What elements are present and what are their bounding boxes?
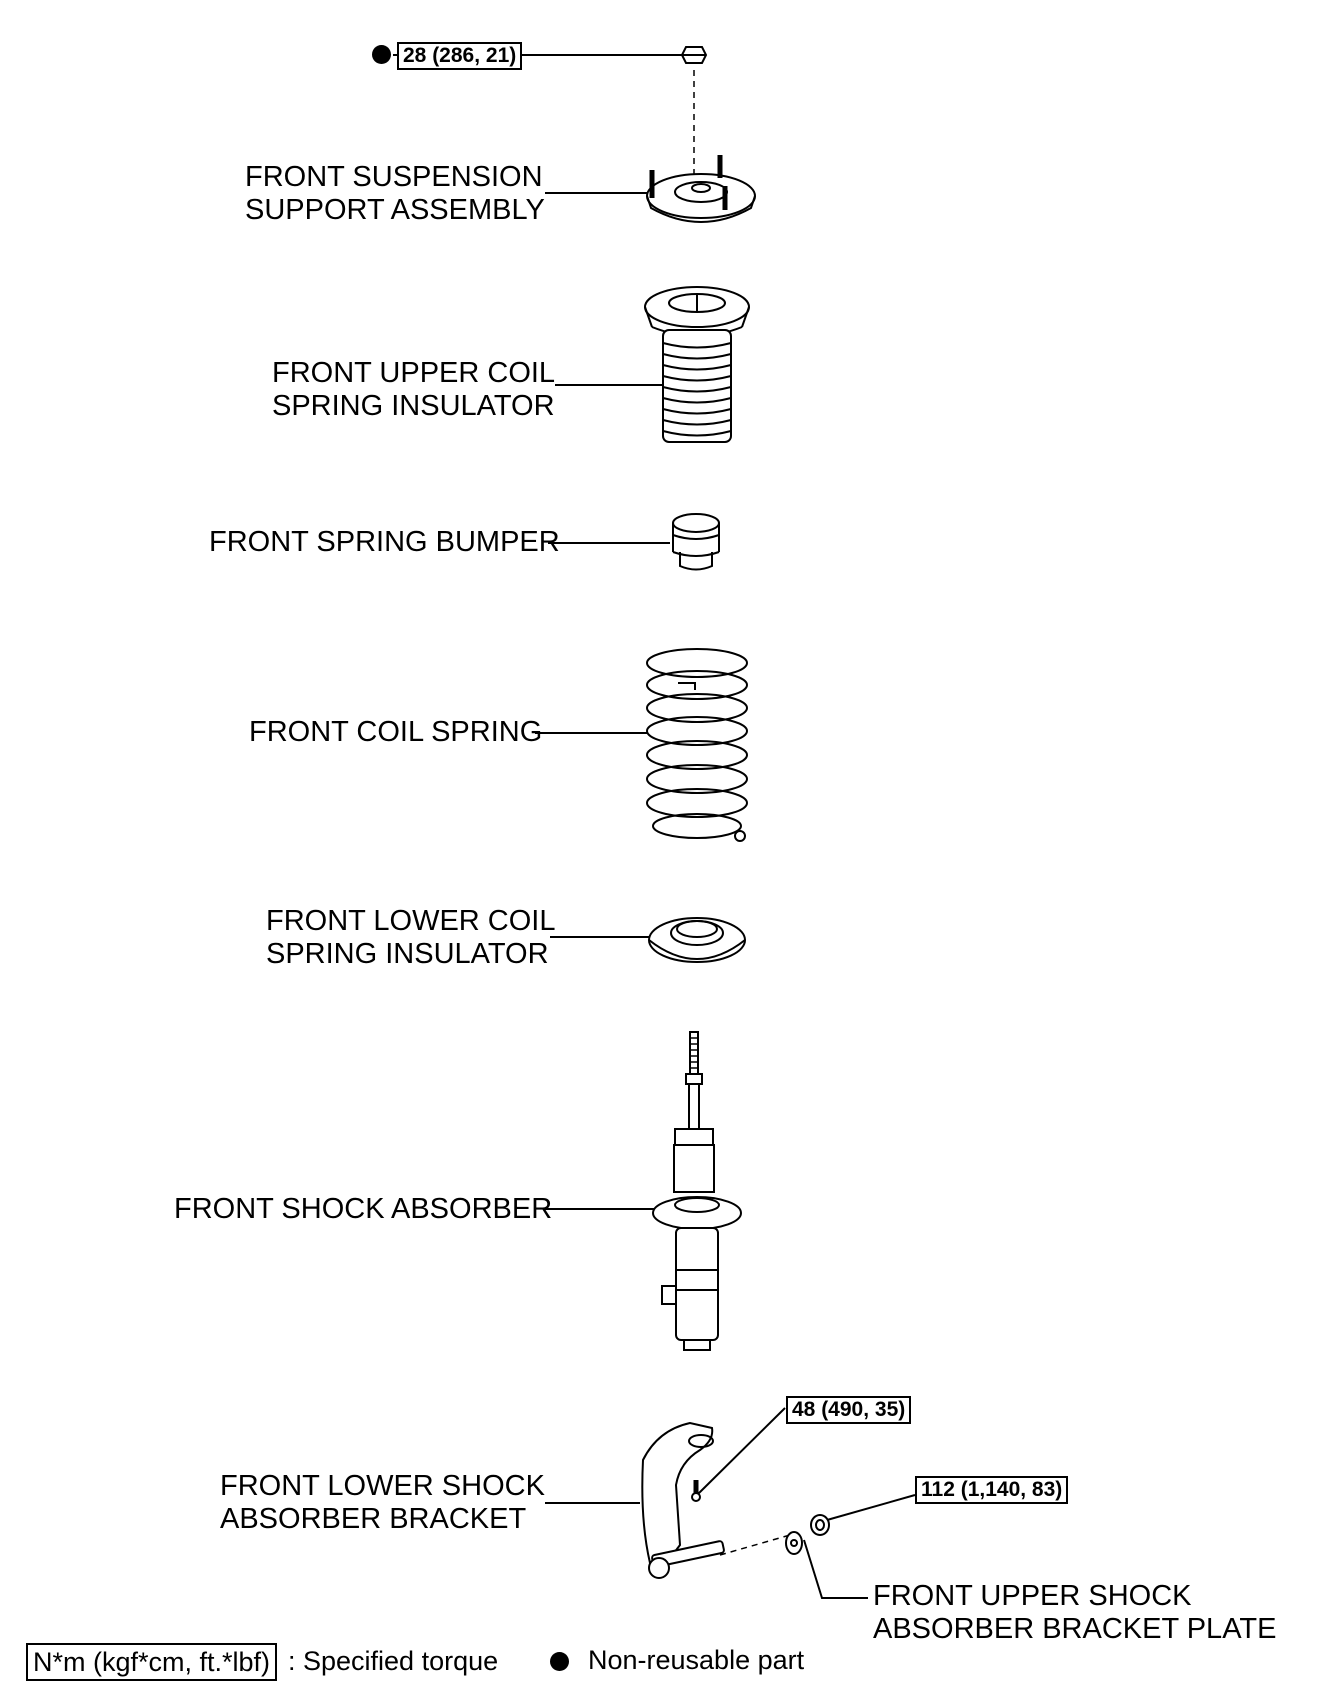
upper-insulator-drawing	[645, 287, 749, 442]
label-bracket-plate-line2: ABSORBER BRACKET PLATE	[873, 1613, 1277, 1645]
spring-bumper-drawing	[673, 514, 719, 570]
lower-bracket-drawing	[642, 1423, 724, 1578]
legend-nonreusable-dot	[550, 1652, 569, 1671]
label-spring-bumper: FRONT SPRING BUMPER	[209, 526, 560, 558]
support-assembly-drawing	[647, 155, 755, 222]
label-bracket-plate-line1: FRONT UPPER SHOCK	[873, 1580, 1192, 1612]
legend-torque-units: N*m (kgf*cm, ft.*lbf)	[26, 1643, 277, 1681]
top-nut-drawing	[682, 47, 706, 63]
coil-spring-drawing	[647, 649, 747, 841]
label-lower-insulator-line1: FRONT LOWER COIL	[266, 905, 556, 937]
label-upper-insulator-line1: FRONT UPPER COIL	[272, 357, 556, 389]
lower-insulator-drawing	[649, 918, 745, 962]
shock-absorber-drawing	[653, 1032, 741, 1350]
label-support-assembly-line2: SUPPORT ASSEMBLY	[245, 194, 545, 226]
torque-bracket-bolt: 48 (490, 35)	[786, 1396, 911, 1424]
legend-torque-desc: : Specified torque	[288, 1646, 499, 1676]
nonreusable-dot	[372, 45, 391, 64]
label-lower-bracket-line2: ABSORBER BRACKET	[220, 1503, 527, 1535]
legend-nonreusable-desc: Non-reusable part	[588, 1645, 805, 1675]
label-lower-insulator-line2: SPRING INSULATOR	[266, 938, 549, 970]
label-shock-absorber: FRONT SHOCK ABSORBER	[174, 1193, 553, 1225]
label-coil-spring: FRONT COIL SPRING	[249, 716, 543, 748]
label-lower-bracket-line1: FRONT LOWER SHOCK	[220, 1470, 545, 1502]
label-upper-insulator-line2: SPRING INSULATOR	[272, 390, 555, 422]
torque-top-nut: 28 (286, 21)	[397, 42, 522, 70]
torque-plate-bolt: 112 (1,140, 83)	[915, 1476, 1068, 1504]
label-support-assembly-line1: FRONT SUSPENSION	[245, 161, 543, 193]
